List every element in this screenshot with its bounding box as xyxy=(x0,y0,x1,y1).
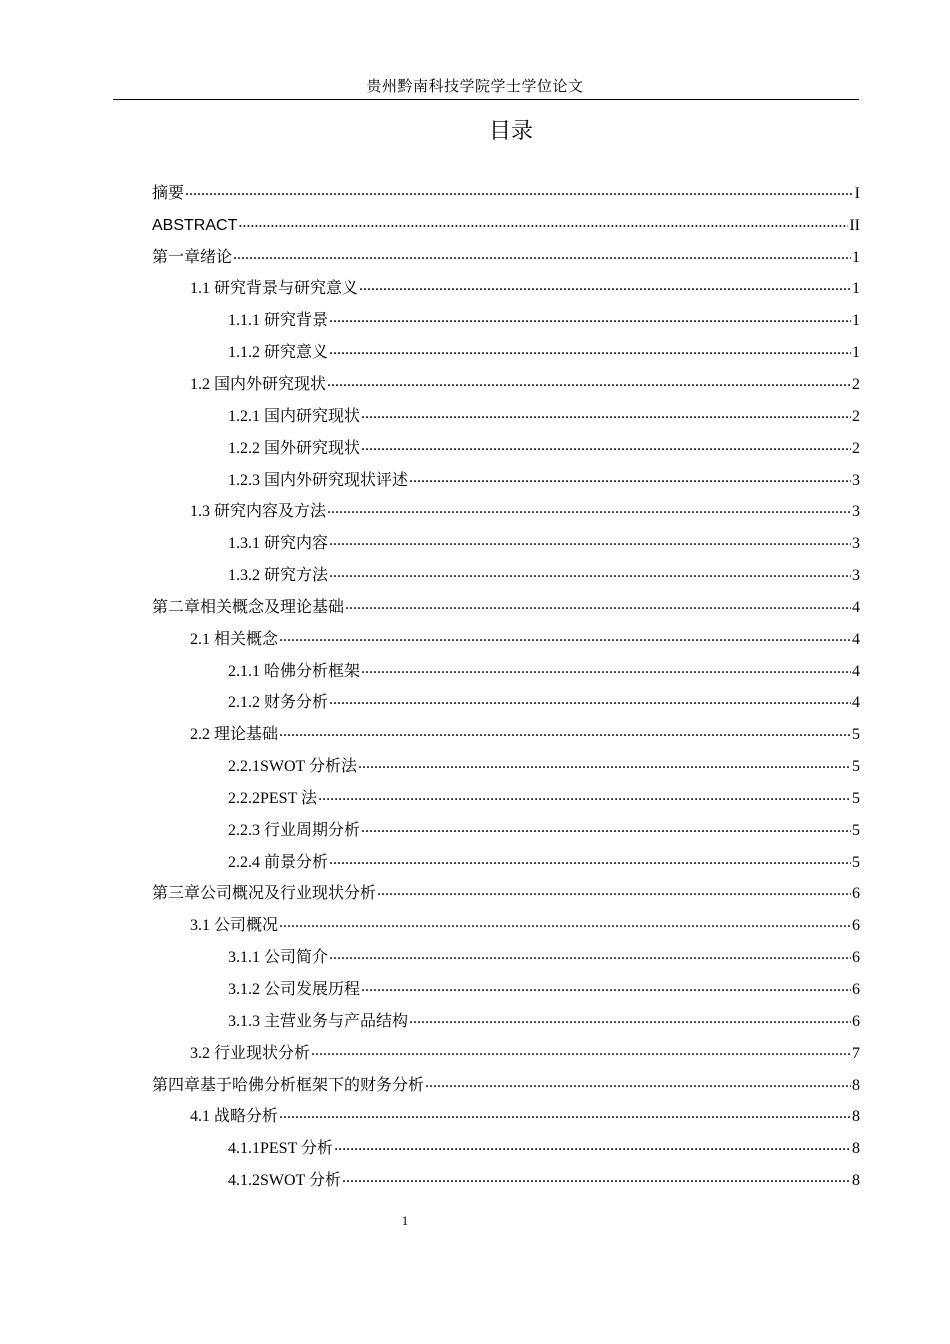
toc-entry-page: 5 xyxy=(852,726,860,744)
toc-entry[interactable] xyxy=(152,1101,860,1133)
dot-leader xyxy=(311,1041,851,1061)
toc-entry[interactable] xyxy=(152,1070,860,1102)
toc-entry-label: ABSTRACT xyxy=(152,216,238,234)
toc-entry-page: 6 xyxy=(852,949,860,967)
toc-entry-page: I xyxy=(854,184,860,202)
toc-entry[interactable] xyxy=(152,560,860,592)
toc-entry-page: 8 xyxy=(852,1076,860,1094)
toc-entry-label: 1.2.1 国内研究现状 xyxy=(228,407,361,425)
toc-entry-label: 3.1.2 公司发展历程 xyxy=(228,981,361,999)
toc-entry-label: 2.1.1 哈佛分析框架 xyxy=(228,662,361,680)
dot-leader xyxy=(279,722,851,742)
toc-entry[interactable] xyxy=(152,1038,860,1070)
toc-entry-page: 2 xyxy=(852,375,860,393)
dot-leader xyxy=(279,913,851,933)
dot-leader xyxy=(409,1009,851,1029)
toc-entry[interactable] xyxy=(152,783,860,815)
dot-leader xyxy=(329,340,851,360)
toc-entry-label: 1.3.2 研究方法 xyxy=(228,567,329,585)
dot-leader xyxy=(233,245,851,265)
dot-leader xyxy=(329,850,851,870)
dot-leader xyxy=(327,372,851,392)
dot-leader xyxy=(361,659,851,679)
toc-entry[interactable] xyxy=(152,401,860,433)
toc-entry[interactable] xyxy=(152,1133,860,1165)
toc-entry-page: 6 xyxy=(852,1012,860,1030)
page-number: 1 xyxy=(401,1213,409,1228)
toc-entry[interactable] xyxy=(152,528,860,560)
toc-entry-page: 1 xyxy=(852,280,860,298)
toc-entry-page: 8 xyxy=(852,1140,860,1158)
toc-entry-label: 2.2.2PEST 法 xyxy=(228,789,318,807)
toc-title: 目录 xyxy=(488,118,533,143)
toc-entry-page: 4 xyxy=(852,630,860,648)
dot-leader xyxy=(279,627,851,647)
dot-leader xyxy=(361,404,851,424)
toc-entry-label: 1.2.3 国内外研究现状评述 xyxy=(228,471,409,489)
toc-entry[interactable] xyxy=(152,624,860,656)
toc-entry-page: 3 xyxy=(852,503,860,521)
toc-entry[interactable] xyxy=(152,178,860,210)
toc-entry[interactable] xyxy=(152,242,860,274)
toc-entry[interactable] xyxy=(152,1006,860,1038)
dot-leader xyxy=(329,563,851,583)
toc-entry-label: 第四章基于哈佛分析框架下的财务分析 xyxy=(152,1076,425,1094)
dot-leader xyxy=(327,499,851,519)
toc-entry-label: 1.1.1 研究背景 xyxy=(228,312,329,330)
toc-entry-label: 3.1.1 公司简介 xyxy=(228,949,329,967)
toc-entry[interactable] xyxy=(152,974,860,1006)
toc-entry-label: 3.1 公司概况 xyxy=(190,917,279,935)
dot-leader xyxy=(425,1073,851,1093)
toc-entry[interactable] xyxy=(152,688,860,720)
dot-leader xyxy=(345,595,851,615)
toc-entry-label: 3.2 行业现状分析 xyxy=(190,1044,311,1062)
table-of-contents xyxy=(152,178,860,1197)
dot-leader xyxy=(361,436,851,456)
toc-entry-page: 5 xyxy=(852,758,860,776)
toc-entry-label: 2.1.2 财务分析 xyxy=(228,694,329,712)
toc-entry-page: 2 xyxy=(852,407,860,425)
toc-entry-page: 4 xyxy=(852,694,860,712)
toc-entry[interactable] xyxy=(152,1165,860,1197)
dot-leader xyxy=(377,881,851,901)
toc-entry-label: 1.1 研究背景与研究意义 xyxy=(190,280,359,298)
dot-leader xyxy=(329,945,851,965)
toc-entry-label: 4.1 战略分析 xyxy=(190,1108,279,1126)
dot-leader xyxy=(185,181,854,201)
toc-entry-page: 8 xyxy=(852,1108,860,1126)
dot-leader xyxy=(279,1104,851,1124)
toc-entry[interactable] xyxy=(152,592,860,624)
toc-entry-label: 第二章相关概念及理论基础 xyxy=(152,598,345,616)
toc-entry-page: 3 xyxy=(852,471,860,489)
toc-entry-label: 4.1.1PEST 分析 xyxy=(228,1140,334,1158)
dot-leader xyxy=(361,977,851,997)
toc-entry[interactable] xyxy=(152,210,860,242)
toc-entry[interactable] xyxy=(152,305,860,337)
dot-leader xyxy=(361,818,851,838)
toc-entry-label: 1.2.2 国外研究现状 xyxy=(228,439,361,457)
dot-leader xyxy=(342,1168,851,1188)
dot-leader xyxy=(329,690,851,710)
toc-entry[interactable] xyxy=(152,910,860,942)
toc-entry-page: 1 xyxy=(852,312,860,330)
dot-leader xyxy=(358,754,851,774)
toc-entry-page: 3 xyxy=(852,567,860,585)
toc-entry-page: 2 xyxy=(852,439,860,457)
toc-entry[interactable] xyxy=(152,433,860,465)
toc-entry[interactable] xyxy=(152,369,860,401)
toc-entry-label: 4.1.2SWOT 分析 xyxy=(228,1172,342,1190)
toc-entry-page: 5 xyxy=(852,821,860,839)
toc-entry-page: 3 xyxy=(852,535,860,553)
toc-entry[interactable] xyxy=(152,274,860,306)
toc-entry[interactable] xyxy=(152,496,860,528)
toc-entry-page: 1 xyxy=(852,344,860,362)
toc-entry-label: 3.1.3 主营业务与产品结构 xyxy=(228,1012,409,1030)
toc-entry-label: 2.1 相关概念 xyxy=(190,630,279,648)
toc-entry[interactable] xyxy=(152,751,860,783)
header-divider xyxy=(113,99,859,100)
toc-entry-label: 2.2.3 行业周期分析 xyxy=(228,821,361,839)
dot-leader xyxy=(318,786,851,806)
toc-entry-label: 摘要 xyxy=(152,184,185,202)
toc-entry[interactable] xyxy=(152,465,860,497)
toc-entry-label: 1.2 国内外研究现状 xyxy=(190,375,327,393)
toc-entry[interactable] xyxy=(152,942,860,974)
dot-leader xyxy=(359,276,851,296)
toc-entry-page: 5 xyxy=(852,853,860,871)
toc-entry-page: 1 xyxy=(852,248,860,266)
toc-entry-label: 1.1.2 研究意义 xyxy=(228,344,329,362)
toc-entry[interactable] xyxy=(152,656,860,688)
toc-entry-page: 6 xyxy=(852,917,860,935)
toc-entry-label: 第一章绪论 xyxy=(152,248,233,266)
dot-leader xyxy=(329,308,851,328)
toc-entry-label: 第三章公司概况及行业现状分析 xyxy=(152,885,377,903)
toc-entry-label: 1.3 研究内容及方法 xyxy=(190,503,327,521)
toc-entry-page: 6 xyxy=(852,981,860,999)
toc-entry-label: 2.2.1SWOT 分析法 xyxy=(228,758,358,776)
dot-leader xyxy=(238,213,848,233)
toc-entry-page: 5 xyxy=(852,789,860,807)
toc-entry-page: 8 xyxy=(852,1172,860,1190)
toc-entry[interactable] xyxy=(152,337,860,369)
toc-entry[interactable] xyxy=(152,847,860,879)
toc-entry-label: 1.3.1 研究内容 xyxy=(228,535,329,553)
toc-entry-label: 2.2.4 前景分析 xyxy=(228,853,329,871)
dot-leader xyxy=(409,468,851,488)
toc-entry-page: 4 xyxy=(852,662,860,680)
dot-leader xyxy=(329,531,851,551)
running-header: 贵州黔南科技学院学士学位论文 xyxy=(366,79,584,95)
toc-entry-page: 7 xyxy=(852,1044,860,1062)
toc-entry-label: 2.2 理论基础 xyxy=(190,726,279,744)
toc-entry-page: 4 xyxy=(852,598,860,616)
dot-leader xyxy=(334,1136,851,1156)
toc-entry-page: 6 xyxy=(852,885,860,903)
toc-entry-page: II xyxy=(849,216,860,234)
toc-entry[interactable] xyxy=(152,719,860,751)
toc-entry[interactable] xyxy=(152,815,860,847)
toc-entry[interactable] xyxy=(152,879,860,911)
